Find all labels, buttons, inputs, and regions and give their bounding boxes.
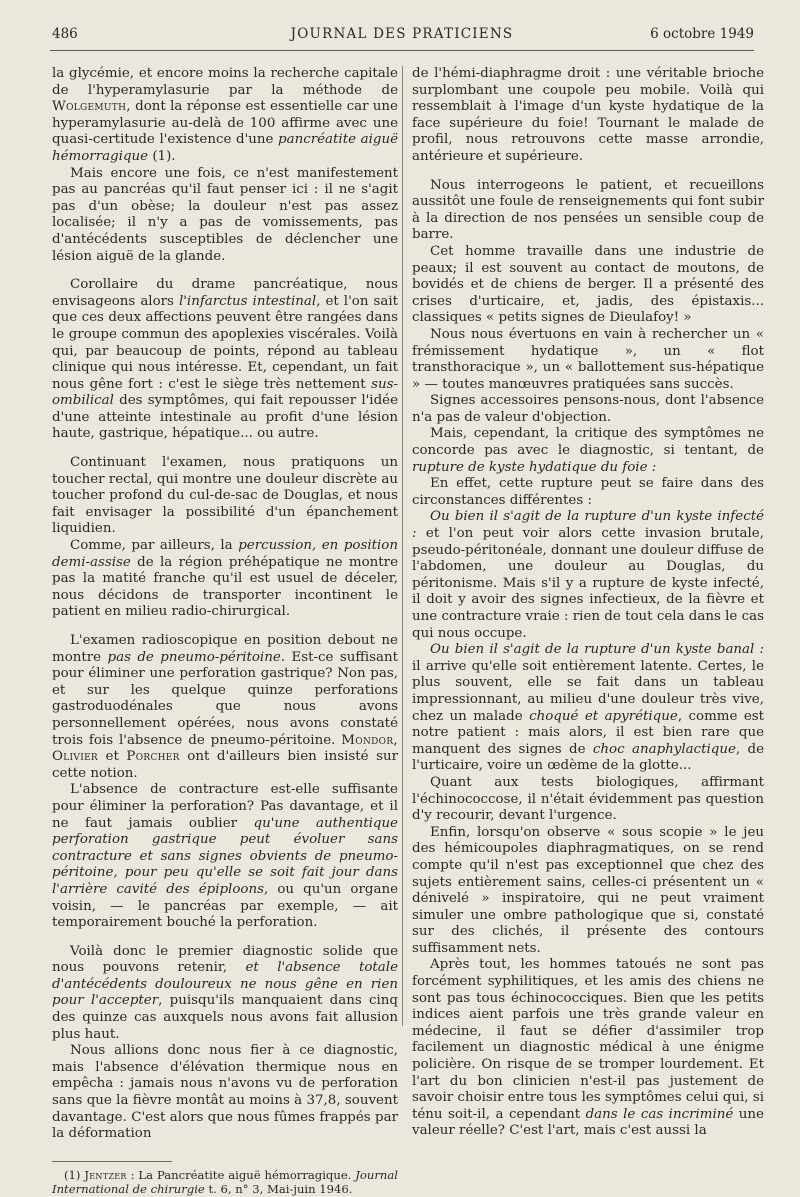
page-number: 486: [52, 26, 78, 42]
paragraph: de l'hémi-diaphragme droit : une véritable brioche surplombant une coupole peu mobile. Voilà qui ressemblait à l'image d'un kyste hydatique de la face supérieure du foie! Tournant le malade de profil, nous retrouvons cette masse arrondie, antérieure et supérieure.: [412, 66, 764, 164]
running-header: [50, 26, 754, 48]
paragraph: Ou bien il s'agit de la rupture d'un kyste banal : il arrive qu'elle soit entièrement latente. Certes, le plus souvent, elle se fait dans un tableau impressionnant, au milieu d'une douleur très vive, chez un malade choqué et apyrétique, comme est notre patient : mais alors, il est bien rare que manquent des signes de choc anaphylactique, de l'urticaire, voire un œdème de la glotte...: [412, 642, 765, 774]
footnote: (1) Jentzer : La Pancréatite aiguë hémorragique. Journal International de chirurgie t. 6, n° 3, Mai-juin 1946.: [52, 1167, 399, 1197]
journal-title: JOURNAL DES PRATICIENS: [290, 26, 514, 42]
paragraph: Mais encore une fois, ce n'est manifestement pas au pancréas qu'il faut penser ici : il ne s'agit pas d'un obèse; la douleur n'est pas assez localisée; il n'y a pas de vomissements, pas d'antécédents susceptibles de déclencher une lésion aiguë de la glande.: [52, 165, 398, 264]
paragraph: En effet, cette rupture peut se faire dans des circonstances différentes :: [412, 476, 764, 508]
paragraph: Nous interrogeons le patient, et recueillons aussitôt une foule de renseignements qui font subir à la direction de nos pensées un sensible coup de barre.: [412, 177, 764, 243]
paragraph: Comme, par ailleurs, la percussion, en position demi-assise de la région préhépatique ne montre pas la matité franche qu'il est usuel de déceler, nous décidons de transporter incontinent le patient en milieu radio-chirurgical.: [52, 538, 398, 620]
paragraph: Continuant l'examen, nous pratiquons un toucher rectal, qui montre une douleur discrète au toucher profond du cul-de-sac de Douglas, et nous fait envisager la possibilité d'un épanchement liquidien.: [52, 455, 398, 537]
author-name: Wolgemuth,: [52, 99, 131, 115]
right-column: [412, 66, 764, 1140]
column-divider: [402, 66, 403, 1026]
footnote-rule: [52, 1161, 172, 1162]
paragraph: L'absence de contracture est-elle suffisante pour éliminer la perforation? Pas davantage, et il ne faut jamais oublier qu'une authentique perforation gastrique peut évoluer sans contracture et sans signes obvients de pneumo-péritoine, pour peu qu'elle se soit fait jour dans l'arrière cavité des épiploons, ou qu'un organe voisin, — le pancréas par exemple, — ait temporairement bouché la perforation.: [52, 782, 398, 931]
paragraph: Voilà donc le premier diagnostic solide que nous pouvons retenir, et l'absence totale d'antécédents douloureux ne nous gêne en rien pour l'accepter, puisqu'ils manquaient dans cinq des quinze cas auxquels nous avons fait allusion plus haut.: [52, 943, 398, 1042]
paragraph: L'examen radioscopique en position debout ne montre pas de pneumo-péritoine. Est-ce suffisant pour éliminer une perforation gastrique? Non pas, et sur les quelque quinze perforations gastroduodénales que nous avons personnellement opérées, nous avons constaté trois fois l'absence de pneumo-péritoine. Mondor, Olivier et Porcher ont d'ailleurs bien insisté sur cette notion.: [52, 633, 398, 781]
paragraph: la glycémie, et encore moins la recherche capitale de l'hyperamylasurie par la méthode de Wolgemuth, dont la réponse est essentielle car une hyperamylasurie au-delà de 100 affirme avec une quasi-certitude l'existence d'une pancréatite aiguë hémorragique (1).: [52, 66, 398, 164]
paragraph: Signes accessoires pensons-nous, dont l'absence n'a pas de valeur d'objection.: [412, 393, 764, 425]
paragraph: Ou bien il s'agit de la rupture d'un kyste infecté : et l'on peut voir alors cette invasion brutale, pseudo-péritonéale, donnant une douleur diffuse de l'abdomen, une douleur au Douglas, du péritonisme. Mais s'il y a rupture de kyste infecté, il doit y avoir des signes infectieux, de la fièvre et une contracture vraie : rien de tout cela dans le cas qui nous occupe.: [412, 509, 764, 641]
paragraph: Après tout, les hommes tatoués ne sont pas forcément syphilitiques, et les amis des chiens ne sont pas tous échinococciques. Bien que les petits indices aient parfois une très grande valeur en médecine, il faut se défier d'assimiler trop facilement un diagnostic médical à une énigme policière. On risque de se tromper lourdement. Et l'art du bon clinicien n'est-il pas justement de savoir choisir entre tous les symptômes celui qui, si ténu soit-il, a cependant dans le cas incriminé une valeur réelle? C'est l'art, mais c'est aussi la: [412, 957, 764, 1139]
paragraph: Corollaire du drame pancréatique, nous envisageons alors l'infarctus intestinal, et l'on sait que ces deux affections peuvent être rangées dans le groupe commun des apoplexies viscérales. Voilà qui, par beaucoup de points, répond au tableau clinique qui nous intéresse. Et, cependant, un fait nous gêne fort : c'est le siège très nettement sus-ombilical des symptômes, qui fait repousser l'idée d'une atteinte intestinale au profit d'une lésion haute, gastrique, hépatique... ou autre.: [52, 277, 398, 442]
paragraph: Cet homme travaille dans une industrie de peaux; il est souvent au contact de moutons, de bovidés et de chiens de berger. Il a présenté des crises d'urticaire, et, jadis, des épistaxis... classiques « petits signes de Dieulafoy! »: [412, 243, 764, 326]
paragraph: Mais, cependant, la critique des symptômes ne concorde pas avec le diagnostic, si tentant, de rupture de kyste hydatique du foie :: [412, 426, 764, 475]
paragraph: Nous allions donc nous fier à ce diagnostic, mais l'absence d'élévation thermique nous en empêcha : jamais nous n'avons vu de perforation sans que la fièvre montât au moins à 37,8, souvent davantage. C'est alors que nous fûmes frappés par la déformation: [52, 1043, 398, 1142]
paragraph: Quant aux tests biologiques, affirmant l'échinococcose, il n'était évidemment pas question d'y recourir, devant l'urgence.: [412, 774, 764, 824]
paragraph: Nous nous évertuons en vain à rechercher un « frémissement hydatique », un « flot transthoracique », un « ballottement sus-hépatique » — toutes manœuvres pratiquées sans succès.: [412, 326, 764, 392]
left-column: [52, 66, 398, 1197]
header-rule: [50, 50, 754, 51]
issue-date: 6 octobre 1949: [650, 26, 754, 42]
paragraph: Enfin, lorsqu'on observe « sous scopie » le jeu des hémicoupoles diaphragmatiques, on se rend compte qu'il n'est pas exceptionnel que chez des sujets entièrement sains, celles-ci présentent un « dénivelé » inspiratoire, qui ne peut vraiment simuler une ombre pathologique que si, constaté sur des clichés, il présente des contours suffisamment nets.: [412, 824, 764, 956]
